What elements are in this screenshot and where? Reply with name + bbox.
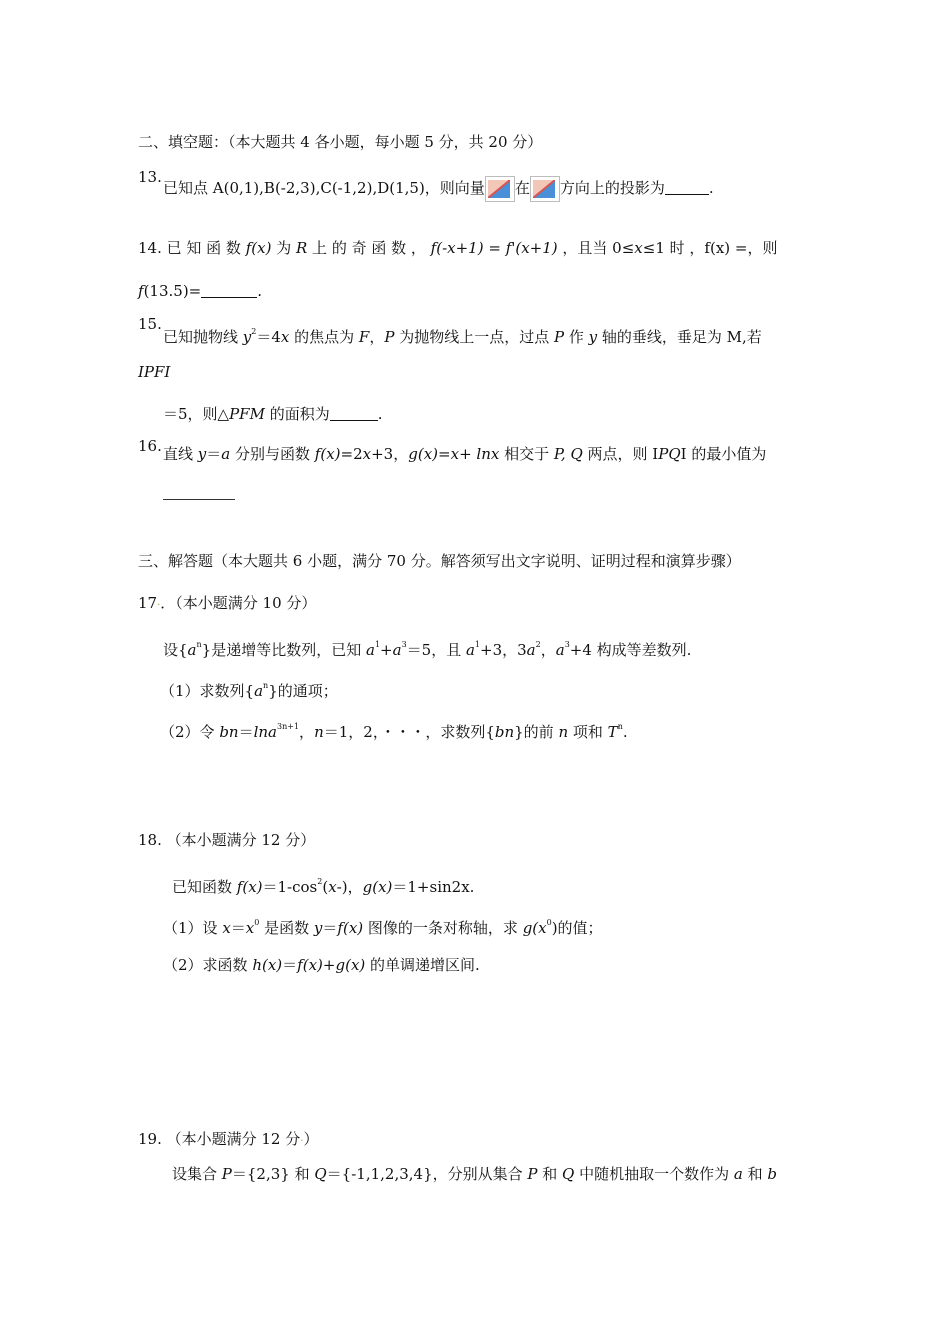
math-symbol: h — [252, 956, 262, 974]
math-superscript: n — [617, 722, 623, 731]
math-symbol: (x) — [261, 956, 283, 974]
question-18-text: ＝ — [282, 956, 298, 974]
question-16-text: 分别与函数 — [230, 445, 315, 463]
question-17-points: ．（本小题满分 10 分） — [160, 594, 317, 612]
question-18-text: 已知函数 — [172, 878, 237, 896]
math-symbol: (x — [532, 919, 547, 937]
math-symbol: x — [222, 919, 231, 937]
vector-image-icon — [485, 176, 515, 202]
question-15-text: 的焦点为 — [289, 328, 359, 346]
math-symbol: (x) — [302, 956, 323, 974]
question-17-text: 设{ — [163, 641, 188, 659]
math-exponent: 2 — [317, 877, 323, 886]
math-symbol: f — [297, 956, 303, 974]
question-17-text: ＝1，2，・・・，求数列{ — [323, 723, 495, 741]
question-18-text: ＝1+sin2x. — [392, 878, 475, 896]
question-17-text: 项和 — [568, 723, 608, 741]
math-superscript: 1 — [374, 640, 381, 649]
math-symbol: a — [465, 641, 475, 659]
math-symbol: g — [408, 445, 418, 463]
question-17-text: + — [380, 641, 393, 659]
question-17-text: }的通项； — [268, 682, 338, 700]
question-14-text: 为 — [271, 239, 296, 257]
math-symbol: bn — [494, 723, 515, 741]
math-symbol: F — [358, 328, 370, 346]
answer-blank — [163, 499, 235, 500]
question-17-text: ＝5，且 — [406, 641, 466, 659]
math-symbol: a — [555, 641, 565, 659]
math-symbol: f — [314, 445, 321, 463]
math-superscript: 3n+1 — [277, 722, 300, 731]
question-17-text: ， — [540, 641, 556, 659]
question-14-text: ≤1 时 ，f(x) =，则 — [642, 239, 778, 257]
math-symbol: lna — [253, 723, 277, 741]
math-symbol: (x) — [342, 919, 364, 937]
question-17-text: . — [622, 723, 628, 741]
question-15-line-2: IPFI — [138, 363, 171, 381]
question-14-text: . — [257, 282, 263, 300]
math-symbol: Q — [314, 1165, 327, 1183]
question-16-text: ＝ — [206, 445, 222, 463]
question-18-text: ＝1-cos — [262, 878, 318, 896]
math-symbol: y — [197, 445, 207, 463]
question-17-line-1 — [163, 635, 691, 660]
question-15-text: 的面积为 — [264, 405, 330, 423]
question-13-text — [163, 176, 714, 202]
answer-blank — [330, 406, 378, 421]
math-symbol: a — [221, 445, 231, 463]
math-symbol: (x) — [251, 239, 272, 257]
math-symbol: a — [526, 641, 536, 659]
question-15-line-3 — [163, 404, 383, 424]
question-19-text: ＝{2,3} 和 — [231, 1165, 315, 1183]
math-symbol: f — [245, 239, 252, 257]
question-number-17: 17 — [138, 594, 158, 612]
math-superscript: n — [263, 681, 269, 690]
math-symbol: y — [242, 328, 252, 346]
math-symbol: n — [314, 723, 324, 741]
math-superscript: 3 — [564, 640, 570, 649]
question-15-text: 已知抛物线 — [163, 328, 243, 346]
math-exponent: 2 — [251, 327, 257, 336]
math-symbol: (x) — [242, 878, 263, 896]
mark-dot: · — [300, 1136, 304, 1147]
question-19-points: 19. （本小题满分 12 分 — [138, 1130, 301, 1148]
question-14-text: (13.5)= — [143, 282, 202, 300]
math-symbol: y — [313, 919, 323, 937]
question-13-text-a: 已知点 A(0,1),B(-2,3),C(-1,2),D(1,5)，则向量 — [163, 179, 485, 197]
math-superscript: 3 — [401, 640, 407, 649]
math-symbol: P — [527, 1165, 538, 1183]
question-14-text: 上 的 奇 函 数 ， — [307, 239, 431, 257]
math-symbol: x — [280, 328, 290, 346]
math-symbol: n — [558, 723, 569, 741]
question-14-text: = — [483, 239, 506, 257]
question-18-text: 的单调递增区间. — [365, 956, 480, 974]
question-19-text: 中随机抽取一个数作为 — [574, 1165, 734, 1183]
math-symbol: lnx — [476, 445, 500, 463]
question-16-text: 直线 — [163, 445, 198, 463]
math-symbol: P, Q — [553, 445, 583, 463]
math-symbol: P — [221, 1165, 232, 1183]
question-17-text: （2）令 — [160, 723, 220, 741]
math-symbol: (x) — [372, 878, 393, 896]
question-17-text: }的前 — [514, 723, 559, 741]
answer-blank — [665, 180, 709, 195]
question-18-text: -)， — [336, 878, 363, 896]
question-18-line-1 — [172, 872, 474, 897]
question-15-text: 轴的垂线，垂足为 M,若 — [597, 328, 762, 346]
question-17-part-2 — [160, 717, 628, 742]
question-19-text: 和 — [537, 1165, 563, 1183]
math-symbol: P — [554, 328, 565, 346]
math-symbol: Q — [562, 1165, 575, 1183]
question-16-text: =2 — [340, 445, 363, 463]
question-14-line-1 — [138, 238, 777, 258]
math-symbol: f — [236, 878, 243, 896]
math-superscript: 0 — [254, 918, 260, 927]
math-symbol: a — [733, 1165, 743, 1183]
question-17-part-1 — [160, 676, 338, 701]
question-18-text: （2）求函数 — [163, 956, 253, 974]
question-18-text: 图像的一条对称轴，求 — [363, 919, 523, 937]
math-superscript: 2 — [535, 640, 541, 649]
math-symbol: a — [254, 682, 264, 700]
section-heading-answers: 三、解答题（本大题共 6 小题，满分 70 分。解答须写出文字说明、证明过程和演算步骤） — [138, 552, 741, 570]
question-number-16: 16. — [138, 437, 162, 455]
question-15-text: ＝4 — [256, 328, 281, 346]
question-15-text: 为抛物线上一点，过点 — [394, 328, 554, 346]
question-19-heading — [138, 1129, 318, 1152]
question-18-text: （1）设 — [163, 919, 223, 937]
question-15-text: 作 — [564, 328, 589, 346]
math-symbol: P — [384, 328, 395, 346]
math-symbol: R — [295, 239, 308, 257]
question-18-heading: 18. （本小题满分 12 分） — [138, 831, 316, 849]
question-13-text-b: 在 — [514, 179, 530, 197]
question-17-heading — [138, 593, 316, 616]
math-symbol: (x) — [417, 445, 439, 463]
question-19-text: 设集合 — [172, 1165, 222, 1183]
question-14-text: ，且当 0≤ — [557, 239, 635, 257]
question-14-text: 14. 已 知 函 数 — [138, 239, 246, 257]
question-17-text: ， — [299, 723, 315, 741]
question-15-line-1 — [163, 322, 762, 347]
question-17-text: +3，3 — [480, 641, 527, 659]
math-symbol: x — [634, 239, 643, 257]
question-19-text: ） — [303, 1130, 319, 1148]
math-superscript: 1 — [474, 640, 481, 649]
question-16-text: I 的最小值为 — [680, 445, 767, 463]
math-superscript: n — [196, 640, 202, 649]
question-15-text: ＝5，则△ — [163, 405, 230, 423]
math-symbol: T — [607, 723, 618, 741]
math-symbol: g — [362, 878, 373, 896]
math-symbol: f — [138, 282, 144, 300]
math-symbol: PFM — [229, 405, 265, 423]
math-symbol: bn — [219, 723, 239, 741]
math-symbol: b — [767, 1165, 777, 1183]
question-18-text: 是函数 — [259, 919, 314, 937]
question-19-line-1 — [172, 1164, 777, 1184]
math-symbol: g — [335, 956, 346, 974]
question-19-text: ＝{-1,1,2,3,4}，分别从集合 — [326, 1165, 528, 1183]
math-symbol: a — [365, 641, 375, 659]
question-15-text: . — [377, 405, 383, 423]
math-superscript: 0 — [546, 918, 552, 927]
question-number-13: 13. — [138, 168, 162, 186]
math-expression: f(-x+1) — [430, 239, 484, 257]
math-symbol: x — [450, 445, 460, 463]
question-16-text: 两点，则 I — [582, 445, 659, 463]
math-symbol: a — [187, 641, 197, 659]
math-symbol: g — [522, 919, 533, 937]
mark-dot: · — [157, 600, 161, 611]
question-17-text: ＝ — [238, 723, 254, 741]
question-18-part-2 — [163, 955, 480, 975]
question-18-text: )的值； — [551, 919, 603, 937]
question-18-text: ＝ — [230, 919, 246, 937]
answer-blank — [201, 283, 257, 298]
math-symbol: x — [245, 919, 255, 937]
math-symbol: y — [588, 328, 598, 346]
question-13-text-c: 方向上的投影为 — [559, 179, 665, 197]
math-symbol: a — [392, 641, 402, 659]
question-18-text: ＝ — [322, 919, 338, 937]
question-16-text: 相交于 — [499, 445, 554, 463]
question-17-text: （1）求数列{ — [160, 682, 255, 700]
question-18-text: ( — [322, 878, 329, 896]
math-expression: f'(x+1) — [505, 239, 558, 257]
question-17-text: +4 构成等差数列. — [569, 641, 692, 659]
question-13-text-d: . — [708, 179, 714, 197]
math-symbol: x — [328, 878, 337, 896]
question-18-part-1 — [163, 913, 603, 938]
question-16-text: + — [459, 445, 477, 463]
question-14-line-2 — [138, 281, 262, 301]
question-16-line-1 — [163, 444, 766, 464]
question-number-15: 15. — [138, 315, 162, 333]
question-15-text: ， — [369, 328, 385, 346]
question-19-text: 和 — [742, 1165, 768, 1183]
question-16-text: +3， — [371, 445, 409, 463]
question-16-text: = — [438, 445, 451, 463]
math-symbol: (x) — [320, 445, 341, 463]
math-symbol: PQ — [658, 445, 681, 463]
math-symbol: f — [337, 919, 343, 937]
section-heading-fill-in: 二、填空题：（本大题共 4 各小题，每小题 5 分，共 20 分） — [138, 133, 543, 151]
question-18-text: + — [322, 956, 336, 974]
vector-image-icon — [530, 176, 560, 202]
question-17-text: }是递增等比数列，已知 — [201, 641, 366, 659]
math-symbol: x — [362, 445, 372, 463]
math-symbol: (x) — [345, 956, 366, 974]
